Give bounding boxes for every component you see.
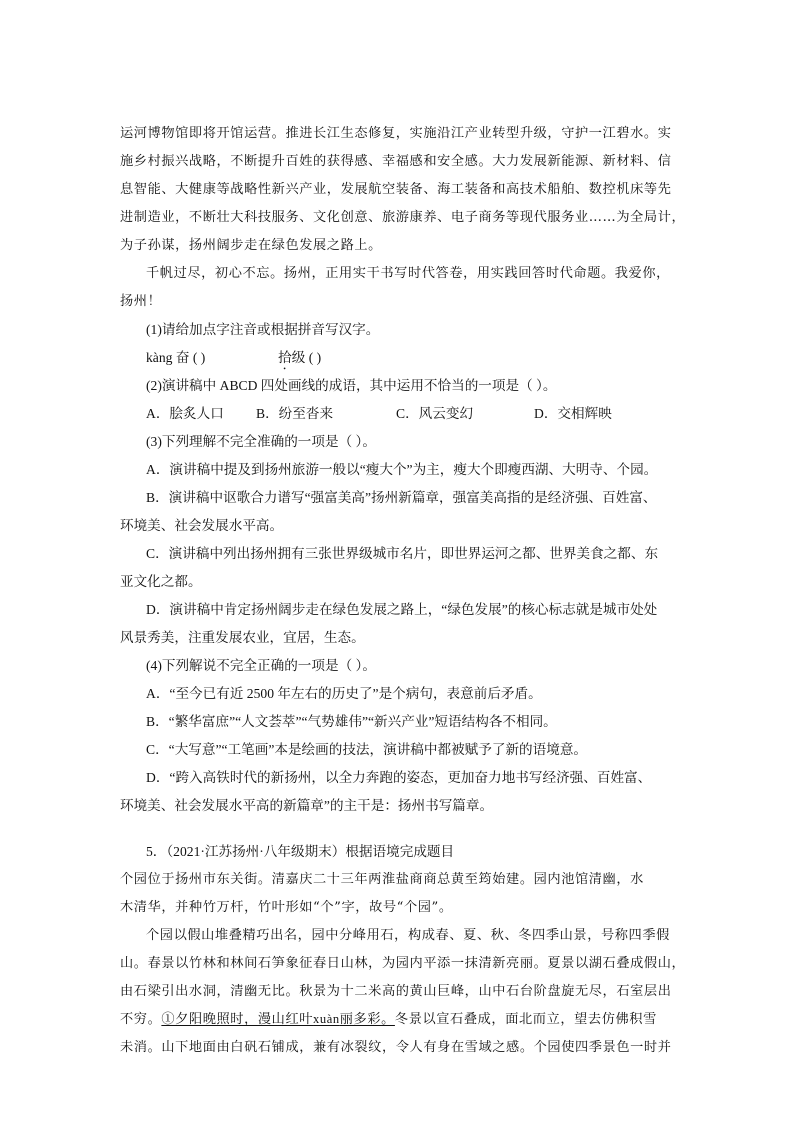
question-4-line: 环境美、社会发展水平高的新篇章”的主干是：扬州书写篇章。 (120, 798, 494, 813)
question-1-items (146, 346, 321, 373)
passage-line: 运河博物馆即将开馆运营。推进长江生态修复，实施沿江产业转型升级，守护一江碧水。实 (120, 126, 672, 141)
option-c: C．风云变幻 (396, 406, 474, 421)
passage-line: 未消。山下地面由白矾石铺成，兼有冰裂纹，令人有身在雪域之感。个园使四季景色一时并 (120, 1040, 672, 1055)
pinyin: xuàn (313, 1012, 340, 1026)
character: 级 (291, 350, 306, 365)
question-5-heading: 5．（2021·江苏扬州·八年级期末）根据语境完成题目 (146, 844, 455, 859)
character: 奋 (175, 350, 190, 365)
question-4-line: C．“大写意”“工笔画”本是绘画的技法，演讲稿中都被赋予了新的语境意。 (146, 742, 588, 757)
question-2-prompt: (2)演讲稿中 ABCD 四处画线的成语，其中运用不恰当的一项是（ ）。 (146, 378, 557, 393)
passage-text: 冬景以宣石叠成，面北而立，望去仿佛积雪 (394, 1012, 657, 1027)
passage-line: 个园以假山堆叠精巧出名，园中分峰用石，构成春、夏、秋、冬四季山景，号称四季假 (146, 928, 670, 943)
option-d: D．交相辉映 (534, 406, 612, 421)
question-3-line: 风景秀美，注重发展农业，宜居，生态。 (120, 630, 365, 645)
passage-line: 千帆过尽，初心不忘。扬州，正用实干书写时代答卷，用实践回答时代命题。我爱你， (146, 266, 670, 281)
question-4-line: A．“至今已有近 2500 年左右的历史了”是个病句，表意前后矛盾。 (146, 686, 542, 701)
question-1-prompt: (1)请给加点字注音或根据拼音写汉字。 (146, 322, 380, 337)
underlined-sentence: ①夕阳晚照时，漫山红叶xuàn丽多彩。 (161, 1012, 395, 1027)
answer-blank: ( ) (308, 350, 322, 365)
passage-line: 为子孙谋，扬州阔步走在绿色发展之路上。 (120, 238, 382, 253)
answer-blank: ( ) (192, 350, 206, 365)
passage-line: 个园位于扬州市东关街。清嘉庆二十三年两淮盐商商总黄至筠始建。园内池馆清幽，水 (120, 872, 644, 887)
passage-line: 山。春景以竹林和林间石笋象征春日山林，为园内平添一抹清新亮丽。夏景以湖石叠成假山， (120, 956, 686, 971)
passage-text: 不穷。 (120, 1012, 162, 1027)
question-3-line: A．演讲稿中提及到扬州旅游一般以“瘦大个”为主，瘦大个即瘦西湖、大明寺、个园。 (146, 462, 658, 477)
passage-line: 扬州！ (120, 294, 162, 309)
question-4-prompt: (4)下列解说不完全正确的一项是（ ）。 (146, 658, 376, 673)
passage-line: 由石梁引出水洞，清幽无比。秋景为十二米高的黄山巨峰，山中石台阶盘旋无尽，石室层出 (120, 984, 672, 999)
option-a: A．脍炙人口 (146, 406, 224, 421)
question-3-line: 环境美、社会发展水平高。 (120, 518, 284, 533)
option-b: B．纷至沓来 (256, 406, 334, 421)
question-3-line: D．演讲稿中肯定扬州阔步走在绿色发展之路上，“绿色发展”的核心标志就是城市处处 (146, 602, 658, 617)
question-4-line: D．“跨入高铁时代的新扬州，以全力奔跑的姿态，更加奋力地书写经济强、百姓富、 (146, 770, 652, 785)
question-3-line: 亚文化之都。 (120, 574, 202, 589)
question-3-prompt: (3)下列理解不完全准确的一项是（ ）。 (146, 434, 376, 449)
pinyin: kàng (146, 350, 173, 365)
passage-line: 息智能、大健康等战略性新兴产业，发展航空装备、海工装备和高技术船舶、数控机床等先 (120, 182, 672, 197)
passage-line: 木清华，并种竹万杆，竹叶形如“个”字，故号“个园”。 (120, 900, 453, 915)
passage-line: 进制造业，不断壮大科技服务、文化创意、旅游康养、电子商务等现代服务业……为全局计， (120, 210, 686, 225)
question-3-line: B．演讲稿中讴歌合力谱写“强富美高”扬州新篇章，强富美高指的是经济强、百姓富、 (146, 490, 657, 505)
dotted-character: 拾 (278, 350, 292, 365)
question-3-line: C．演讲稿中列出扬州拥有三张世界级城市名片，即世界运河之都、世界美食之都、东 (146, 546, 659, 561)
passage-line (120, 1008, 657, 1027)
passage-line: 施乡村振兴战略，不断提升百姓的获得感、幸福感和安全感。大力发展新能源、新材料、信 (120, 154, 672, 169)
question-4-line: B．“繁华富庶”“人文荟萃”“气势雄伟”“新兴产业”短语结构各不相同。 (146, 714, 557, 729)
